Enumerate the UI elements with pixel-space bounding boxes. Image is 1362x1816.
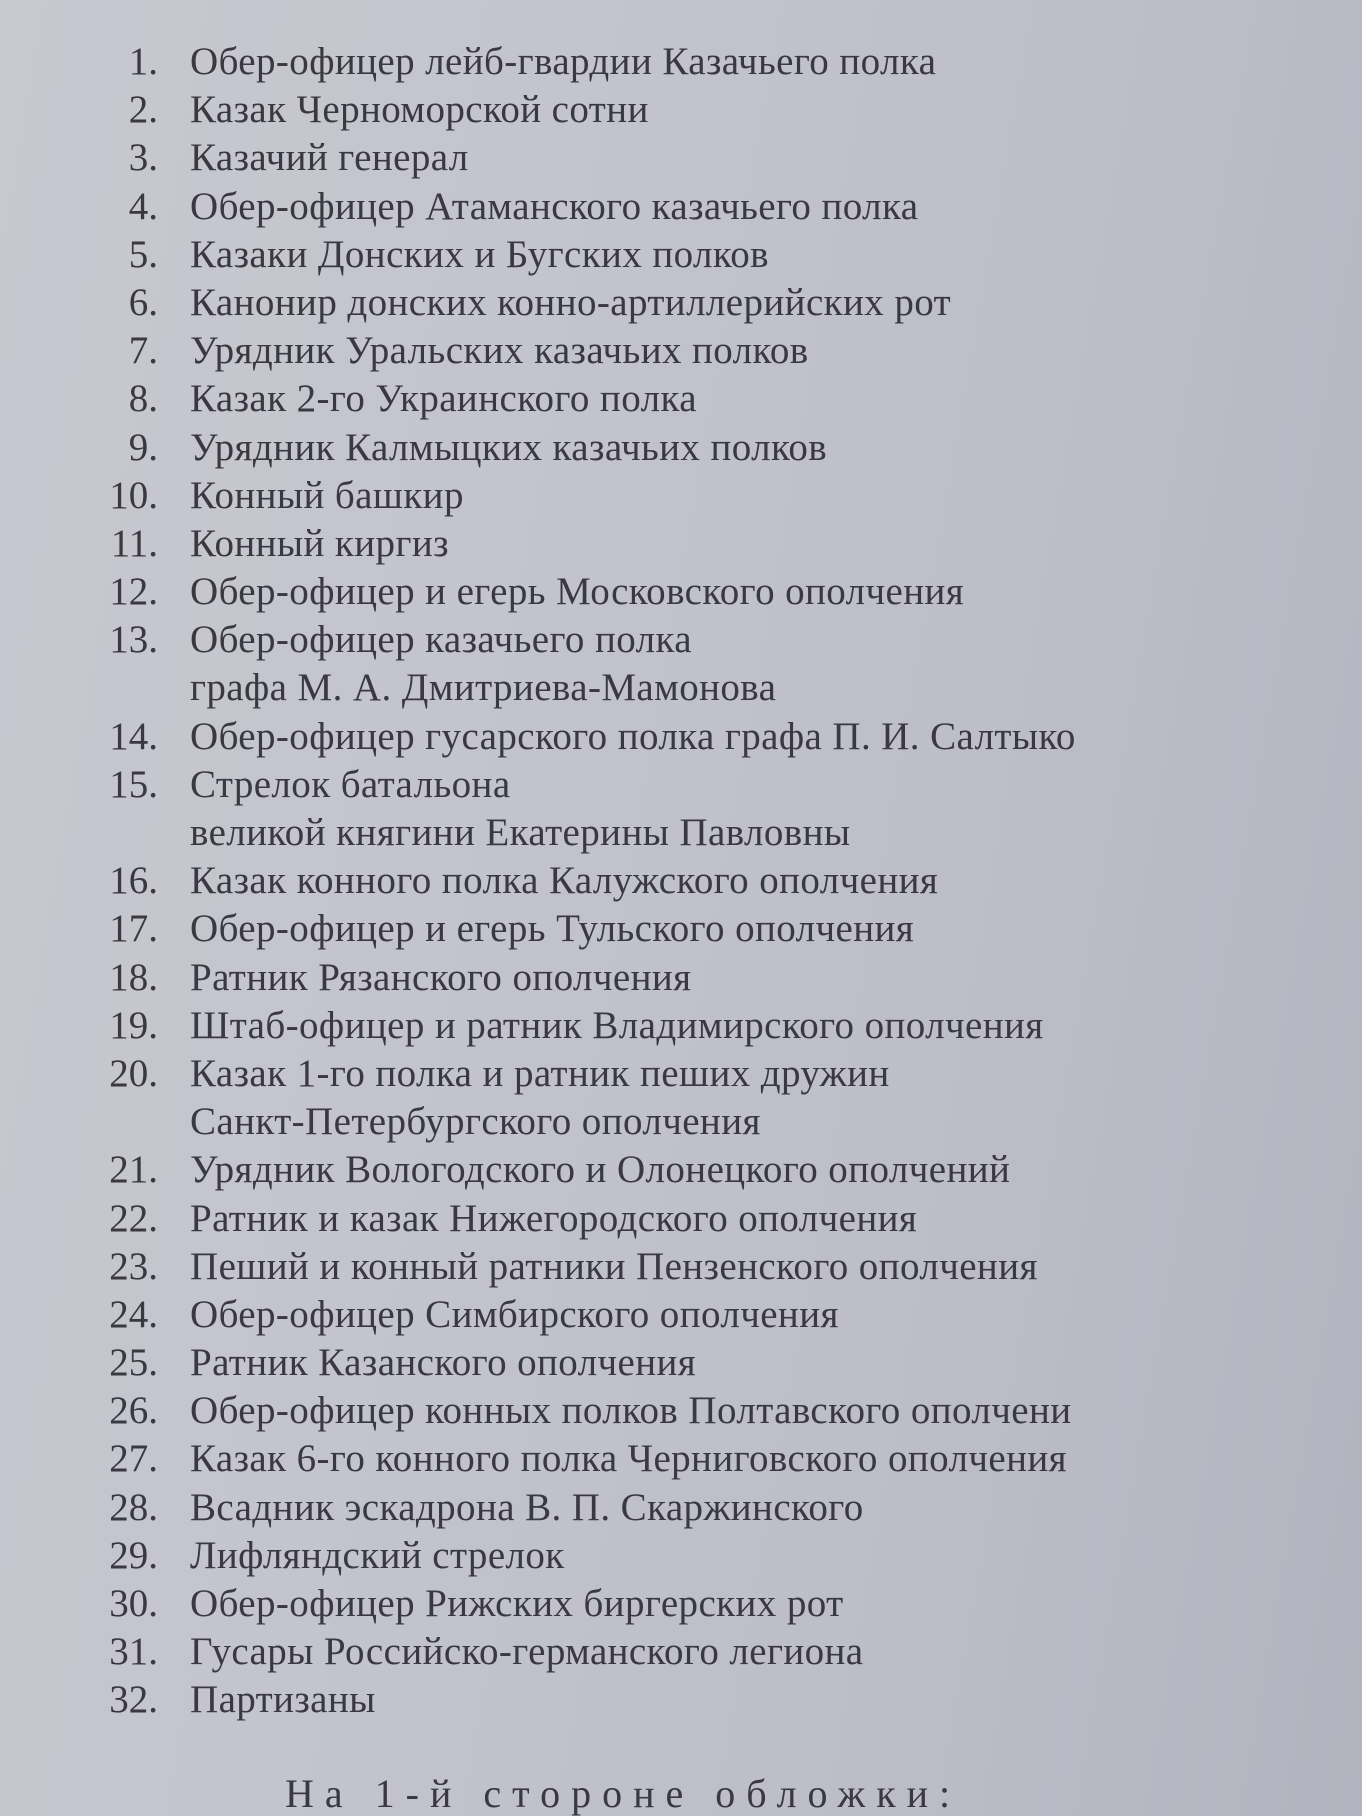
list-item-title (190, 616, 776, 712)
list-item-title (190, 38, 936, 86)
list-item-line: Лифляндский стрелок (190, 1533, 565, 1577)
list-item-title (190, 86, 649, 134)
list-item-line: Казак 2-го Украинского полка (190, 377, 697, 421)
list-item-number: 10. (109, 473, 158, 517)
list-item-number: 25. (109, 1341, 158, 1385)
list-item (0, 1532, 1362, 1580)
list-item (0, 1387, 1362, 1435)
list-item-title (190, 1195, 917, 1243)
list-item-number: 19. (109, 1003, 158, 1047)
list-item-line: Ратник Рязанского ополчения (190, 955, 692, 999)
list-item (0, 86, 1362, 134)
list-item (0, 375, 1362, 423)
list-item-number: 32. (109, 1678, 158, 1722)
list-item (0, 905, 1362, 953)
list-item (0, 38, 1362, 86)
list-item-title (190, 1532, 565, 1580)
list-item-line: Казаки Донских и Бугских полков (190, 232, 769, 276)
list-item-line: Партизаны (190, 1678, 376, 1722)
list-item-title (190, 1676, 376, 1724)
list-item-line: Казак 1-го полка и ратник пеших дружин (190, 1051, 890, 1095)
list-item-number: 15. (109, 762, 158, 806)
list-item-line: Обер-офицер Атаманского казачьего полка (190, 184, 919, 228)
list-item-number: 22. (109, 1196, 158, 1240)
list-item-title (190, 134, 469, 182)
list-item-title (190, 279, 951, 327)
list-item-title (190, 327, 809, 375)
list-item (0, 134, 1362, 182)
list-item (0, 568, 1362, 616)
list-item-number: 14. (109, 714, 158, 758)
list-item-line: Урядник Уральских казачьих полков (190, 329, 809, 373)
list-item-number: 24. (109, 1292, 158, 1336)
list-item-number: 28. (109, 1485, 158, 1529)
list-item-title (190, 713, 1076, 761)
list-item-line: Обер-офицер Симбирского ополчения (190, 1292, 839, 1336)
list-item-title (190, 1339, 696, 1387)
list-item-number: 16. (109, 859, 158, 903)
list-item-line: Обер-офицер лейб-гвардии Казачьего полка (190, 40, 937, 83)
list-item-title (190, 1002, 1044, 1050)
list-item (0, 1676, 1362, 1724)
list-item-line: Стрелок батальона (190, 762, 511, 806)
list-item (0, 424, 1362, 472)
list-item-number: 5. (128, 232, 158, 276)
list-item-number: 21. (109, 1148, 158, 1192)
list-item-line: Урядник Вологодского и Олонецкого ополчений (190, 1148, 1011, 1192)
list-item-number: 7. (128, 329, 158, 373)
list-item-line: Казачий генерал (190, 136, 469, 180)
list-item-title (190, 1387, 1072, 1435)
list-item (0, 857, 1362, 905)
list-item-number: 30. (109, 1582, 158, 1626)
list-item-line: Казак конного полка Калужского ополчения (190, 859, 939, 903)
list-item (0, 520, 1362, 568)
list-item-line: Урядник Калмыцких казачьих полков (190, 425, 828, 469)
list-item-line: Обер-офицер конных полков Полтавского ополчени (190, 1389, 1072, 1433)
list-item-number: 2. (128, 88, 158, 132)
list-item-line: Всадник эскадрона В. П. Скаржинского (190, 1485, 864, 1529)
list-item-title (190, 1435, 1067, 1483)
list-item (0, 1002, 1362, 1050)
list-item-number: 9. (128, 425, 158, 469)
list-item-line: Обер-офицер и егерь Тульского ополчения (190, 907, 915, 951)
list-item (0, 1195, 1362, 1243)
list-item-number: 31. (109, 1630, 158, 1674)
list-item-title (190, 183, 918, 231)
list-item-title (190, 1484, 864, 1532)
list-item-number: 20. (109, 1051, 158, 1095)
illustration-list (0, 38, 1362, 1725)
list-item (0, 1484, 1362, 1532)
list-item-title (190, 568, 964, 616)
list-item-number: 26. (109, 1389, 158, 1433)
list-item (0, 1339, 1362, 1387)
list-item (0, 327, 1362, 375)
list-item (0, 1628, 1362, 1676)
list-item-number: 6. (128, 280, 158, 324)
list-item-line: графа М. А. Дмитриева-Мамонова (190, 666, 777, 710)
list-item-line: Обер-офицер и егерь Московского ополчения (190, 570, 965, 614)
list-item-number: 1. (128, 40, 158, 83)
cover-heading: На 1-й стороне обложки: (285, 1771, 962, 1816)
list-item-title (190, 857, 938, 905)
list-item-number: 13. (109, 618, 158, 662)
list-item-line: Ратник Казанского ополчения (190, 1341, 697, 1385)
list-item-title (190, 761, 851, 857)
list-item-line: Канонир донских конно-артиллерийских рот (190, 280, 952, 324)
list-item-title (190, 1291, 839, 1339)
list-item (0, 279, 1362, 327)
list-item-number: 12. (109, 570, 158, 614)
list-item-title (190, 520, 449, 568)
list-item (0, 1580, 1362, 1628)
list-item-title (190, 424, 827, 472)
list-item-title (190, 1580, 844, 1628)
list-item-number: 17. (109, 907, 158, 951)
list-item (0, 1435, 1362, 1483)
list-item (0, 616, 1362, 712)
list-item-line: Пеший и конный ратники Пензенского ополчения (190, 1244, 1038, 1288)
list-item (0, 954, 1362, 1002)
list-item-title (190, 905, 914, 953)
list-item-line: Обер-офицер гусарского полка графа П. И. Салтыко (190, 714, 1076, 758)
list-item-line: Штаб-офицер и ратник Владимирского ополчения (190, 1003, 1044, 1047)
list-item-number: 8. (128, 377, 158, 421)
list-item-line: великой княгини Екатерины Павловны (190, 811, 851, 855)
list-item-line: Казак Черноморской сотни (190, 88, 649, 132)
list-item-title (190, 1146, 1010, 1194)
list-item-number: 18. (109, 955, 158, 999)
list-item-title (190, 954, 691, 1002)
list-item-line: Обер-офицер казачьего полка (190, 618, 692, 662)
list-item-number: 11. (110, 521, 158, 565)
list-item-title (190, 1050, 890, 1146)
list-item-line: Гусары Российско-германского легиона (190, 1630, 864, 1674)
list-item (0, 1243, 1362, 1291)
list-item-title (190, 231, 769, 279)
list-item-title (190, 375, 697, 423)
list-item (0, 1291, 1362, 1339)
list-item-number: 27. (109, 1437, 158, 1481)
list-item (0, 761, 1362, 857)
list-item-number: 3. (128, 136, 158, 180)
list-item-title (190, 1243, 1038, 1291)
list-item (0, 472, 1362, 520)
list-item (0, 1146, 1362, 1194)
list-item-line: Конный башкир (190, 473, 464, 517)
list-item-title (190, 472, 464, 520)
list-item (0, 1050, 1362, 1146)
list-item-line: Казак 6-го конного полка Черниговского ополчения (190, 1437, 1067, 1481)
list-item (0, 183, 1362, 231)
list-item-title (190, 1628, 864, 1676)
list-item-number: 4. (128, 184, 158, 228)
list-item (0, 713, 1362, 761)
list-item (0, 231, 1362, 279)
list-item-line: Конный киргиз (190, 521, 449, 565)
list-item-line: Обер-офицер Рижских биргерских рот (190, 1582, 844, 1626)
list-item-line: Санкт-Петербургского ополчения (190, 1100, 761, 1144)
list-item-line: Ратник и казак Нижегородского ополчения (190, 1196, 918, 1240)
list-item-number: 23. (109, 1244, 158, 1288)
list-item-number: 29. (109, 1533, 158, 1577)
